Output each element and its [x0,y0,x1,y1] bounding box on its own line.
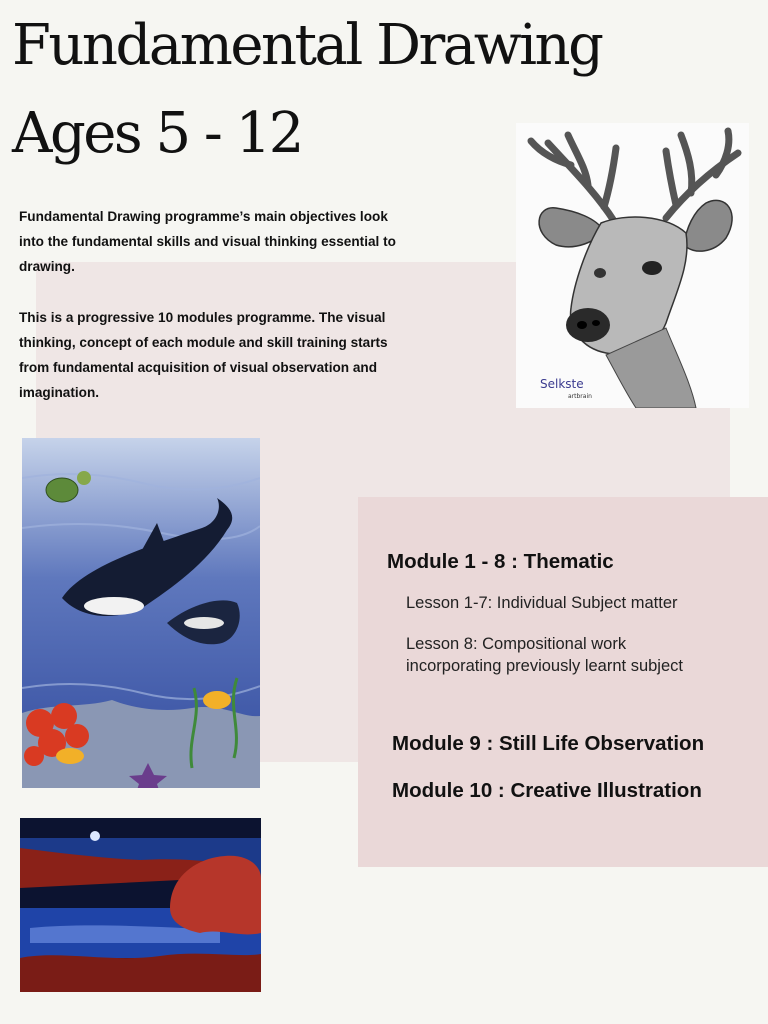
orca-ocean-drawing-image [22,438,260,788]
lesson-8-text: Lesson 8: Compositional work incorporating previously learnt subject [406,635,683,675]
night-landscape-image [20,818,261,992]
deer-drawing-icon [516,123,749,408]
intro-paragraph-objectives: Fundamental Drawing programme’s main objectives look into the fundamental skills and visual thinking essential to drawing. [19,209,396,274]
orca-ocean-icon [22,438,260,788]
lesson-1-7-text: Lesson 1-7: Individual Subject matter [406,594,678,612]
module-1-8-heading: Module 1 - 8 : Thematic [387,550,614,573]
page-title: Fundamental Drawing [12,13,602,78]
intro-paragraph-programme: This is a progressive 10 modules programme. The visual thinking, concept of each module and skill training starts from fundamental acquisition of visual observation and imagination. [19,310,388,400]
page-subtitle-ages: Ages 5 - 12 [12,101,302,166]
night-landscape-icon [20,818,261,992]
module-9-heading: Module 9 : Still Life Observation [392,732,705,755]
artist-signature-sub: artbrain [568,393,592,400]
artist-signature: Selkste [540,377,584,391]
deer-drawing-image [516,123,749,408]
module-10-heading: Module 10 : Creative Illustration [392,779,702,802]
